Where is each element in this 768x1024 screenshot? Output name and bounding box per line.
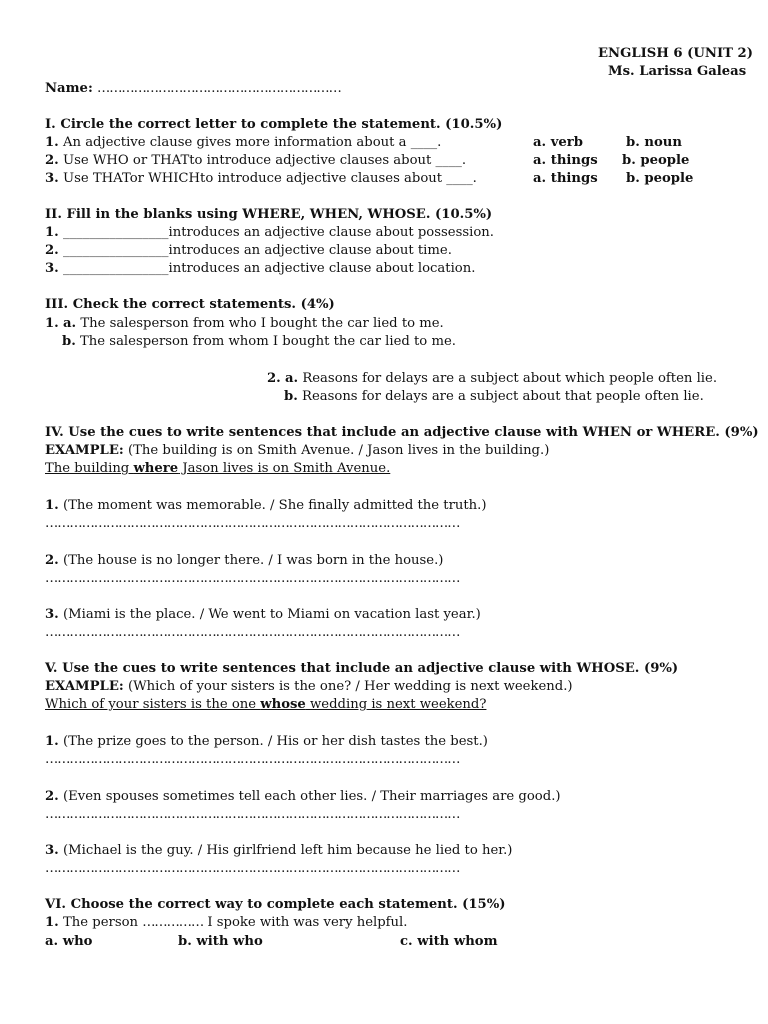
s2-blank-1[interactable]: ________________ xyxy=(62,225,169,240)
s1-item-2-option-a[interactable]: a. things xyxy=(533,153,598,168)
s2-item-3: 3. ________________introduces an adjective clause about location. xyxy=(45,261,476,276)
s5-item-3-answer-line[interactable]: ………………………………………………………………………………………… xyxy=(45,861,460,876)
s6-q1-option-b[interactable]: b. with who xyxy=(178,934,263,949)
s4-item-1-cue: 1. (The moment was memorable. / She finally admitted the truth.) xyxy=(45,498,487,513)
s5-item-2-answer-line[interactable]: ………………………………………………………………………………………… xyxy=(45,807,460,822)
s4-example: EXAMPLE: (The building is on Smith Avenue. / Jason lives in the building.) xyxy=(45,443,550,458)
course-title: ENGLISH 6 (UNIT 2) xyxy=(598,46,753,61)
teacher-name: Ms. Larissa Galeas xyxy=(608,64,747,79)
s1-item-2-option-b[interactable]: b. people xyxy=(622,153,690,168)
s4-item-3-cue: 3. (Miami is the place. / We went to Miami on vacation last year.) xyxy=(45,607,481,622)
section-6-title: VI. Choose the correct way to complete each statement. (15%) xyxy=(45,897,506,912)
name-label: Name: xyxy=(45,81,93,96)
s1-item-3: 3. Use THATor WHICHto introduce adjective clauses about ____. xyxy=(45,171,477,186)
s4-item-3-answer-line[interactable]: ………………………………………………………………………………………… xyxy=(45,625,460,640)
s6-q1-option-c[interactable]: c. with whom xyxy=(400,934,498,949)
s3-q1-option-a[interactable]: 1. a. The salesperson from who I bought the car lied to me. xyxy=(45,316,444,331)
section-2-title: II. Fill in the blanks using WHERE, WHEN, WHOSE. (10.5%) xyxy=(45,207,493,222)
s1-item-1: 1. An adjective clause gives more information about a ____. xyxy=(45,135,442,150)
s2-item-1: 1. ________________introduces an adjective clause about possession. xyxy=(45,225,494,240)
section-5-title: V. Use the cues to write sentences that include an adjective clause with WHOSE. (9%) xyxy=(45,661,679,676)
s2-item-2: 2. ________________introduces an adjective clause about time. xyxy=(45,243,452,258)
s1-item-3-option-b[interactable]: b. people xyxy=(626,171,694,186)
s3-q1-option-b[interactable]: b. The salesperson from whom I bought the car lied to me. xyxy=(62,334,456,349)
s1-item-2: 2. Use WHO or THATto introduce adjective clauses about ____. xyxy=(45,153,467,168)
s2-blank-3[interactable]: ________________ xyxy=(62,261,169,276)
s2-blank-2[interactable]: ________________ xyxy=(62,243,169,258)
s6-q1: 1. The person …………… I spoke with was very helpful. xyxy=(45,915,408,930)
section-3-title: III. Check the correct statements. (4%) xyxy=(45,297,335,312)
s4-item-1-answer-line[interactable]: ………………………………………………………………………………………… xyxy=(45,516,460,531)
s5-item-3-cue: 3. (Michael is the guy. / His girlfriend left him because he lied to her.) xyxy=(45,843,513,858)
s4-example-answer: The building where Jason lives is on Smith Avenue. xyxy=(45,461,391,476)
name-line: …………………………………………………… xyxy=(97,81,341,96)
s5-example: EXAMPLE: (Which of your sisters is the one? / Her wedding is next weekend.) xyxy=(45,679,573,694)
s6-q1-blank[interactable]: …………… xyxy=(142,915,204,930)
s1-item-1-option-a[interactable]: a. verb xyxy=(533,135,583,150)
s5-item-1-cue: 1. (The prize goes to the person. / His or her dish tastes the best.) xyxy=(45,734,488,749)
s1-item-1-option-b[interactable]: b. noun xyxy=(626,135,682,150)
s3-q2-option-b[interactable]: b. Reasons for delays are a subject about that people often lie. xyxy=(284,389,704,404)
name-row xyxy=(45,80,341,98)
s5-example-answer: Which of your sisters is the one whose wedding is next weekend? xyxy=(45,697,487,712)
s4-item-2-cue: 2. (The house is no longer there. / I was born in the house.) xyxy=(45,553,444,568)
s3-q2-option-a[interactable]: 2. a. Reasons for delays are a subject about which people often lie. xyxy=(267,371,718,386)
s6-q1-option-a[interactable]: a. who xyxy=(45,934,93,949)
s4-item-2-answer-line[interactable]: ………………………………………………………………………………………… xyxy=(45,571,460,586)
s1-item-3-option-a[interactable]: a. things xyxy=(533,171,598,186)
section-1-title: I. Circle the correct letter to complete the statement. (10.5%) xyxy=(45,117,503,132)
section-4-title: IV. Use the cues to write sentences that include an adjective clause with WHEN or WHERE. (9%) xyxy=(45,425,759,440)
s5-item-2-cue: 2. (Even spouses sometimes tell each other lies. / Their marriages are good.) xyxy=(45,789,561,804)
s5-item-1-answer-line[interactable]: ………………………………………………………………………………………… xyxy=(45,752,460,767)
